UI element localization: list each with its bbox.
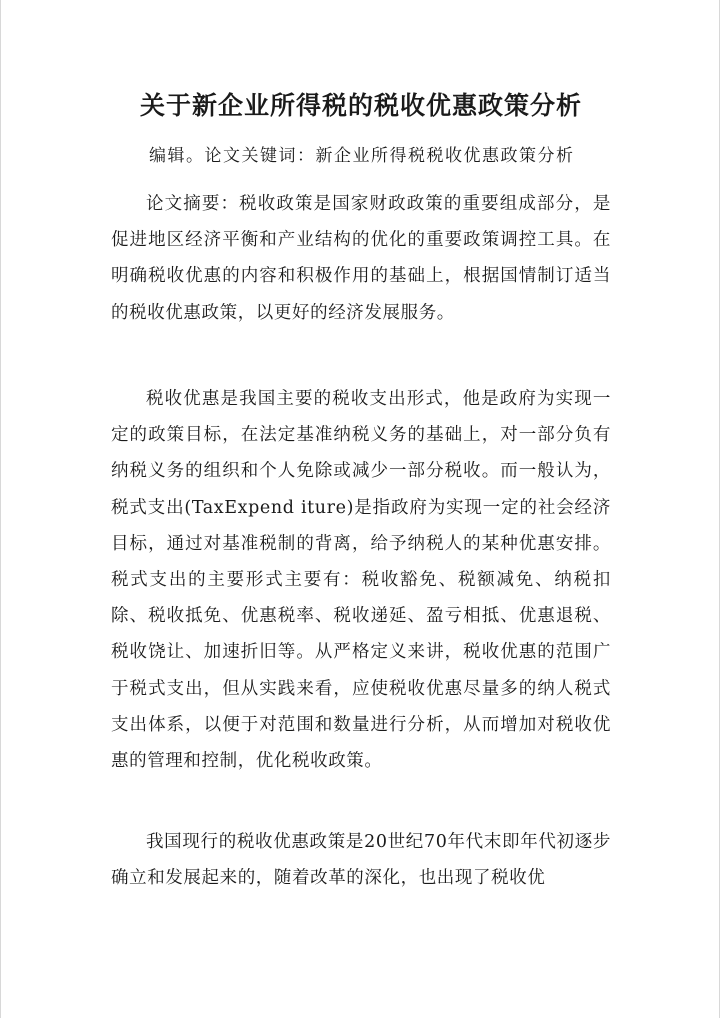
document-title: 关于新企业所得税的税收优惠政策分析 [139, 91, 582, 120]
abstract-paragraph: 论文摘要：税收政策是国家财政政策的重要组成部分，是促进地区经济平衡和产业结构的优化的重要政策调控工具。在明确税收优惠的内容和积极作用的基础上，根据国情制订适当的税收优惠政策，以更好的经济发展服务。 [111, 194, 611, 323]
keywords-line: 编辑。论文关键词：新企业所得税税收优惠政策分析 [149, 146, 575, 166]
body-paragraph: 我国现行的税收优惠政策是20世纪70年代末即年代初逐步确立和发展起来的，随着改革的深化，也出现了税收优 [111, 832, 611, 889]
body-paragraph: 税收优惠是我国主要的税收支出形式，他是政府为实现一定的政策目标，在法定基准纳税义务的基础上，对一部分负有纳税义务的组织和个人免除或减少一部分税收。而一般认为，税式支出(TaxExpend iture)是指政府为实现一定的社会经济目标，通过对基准税制的背离，给予纳税人的某种优惠安排。税式支出的主要形式主要有：税收豁免、税额减免、纳税扣除、税收抵免、优惠税率、税收递延、盈亏相抵、优惠退税、税收饶让、加速折旧等。从严格定义来讲，税收优惠的范围广于税式支出，但从实践来看，应使税收优惠尽量多的纳人税式支出体系，以便于对范围和数量进行分析，从而增加对税收优惠的管理和控制，优化税收政策。 [111, 389, 611, 772]
